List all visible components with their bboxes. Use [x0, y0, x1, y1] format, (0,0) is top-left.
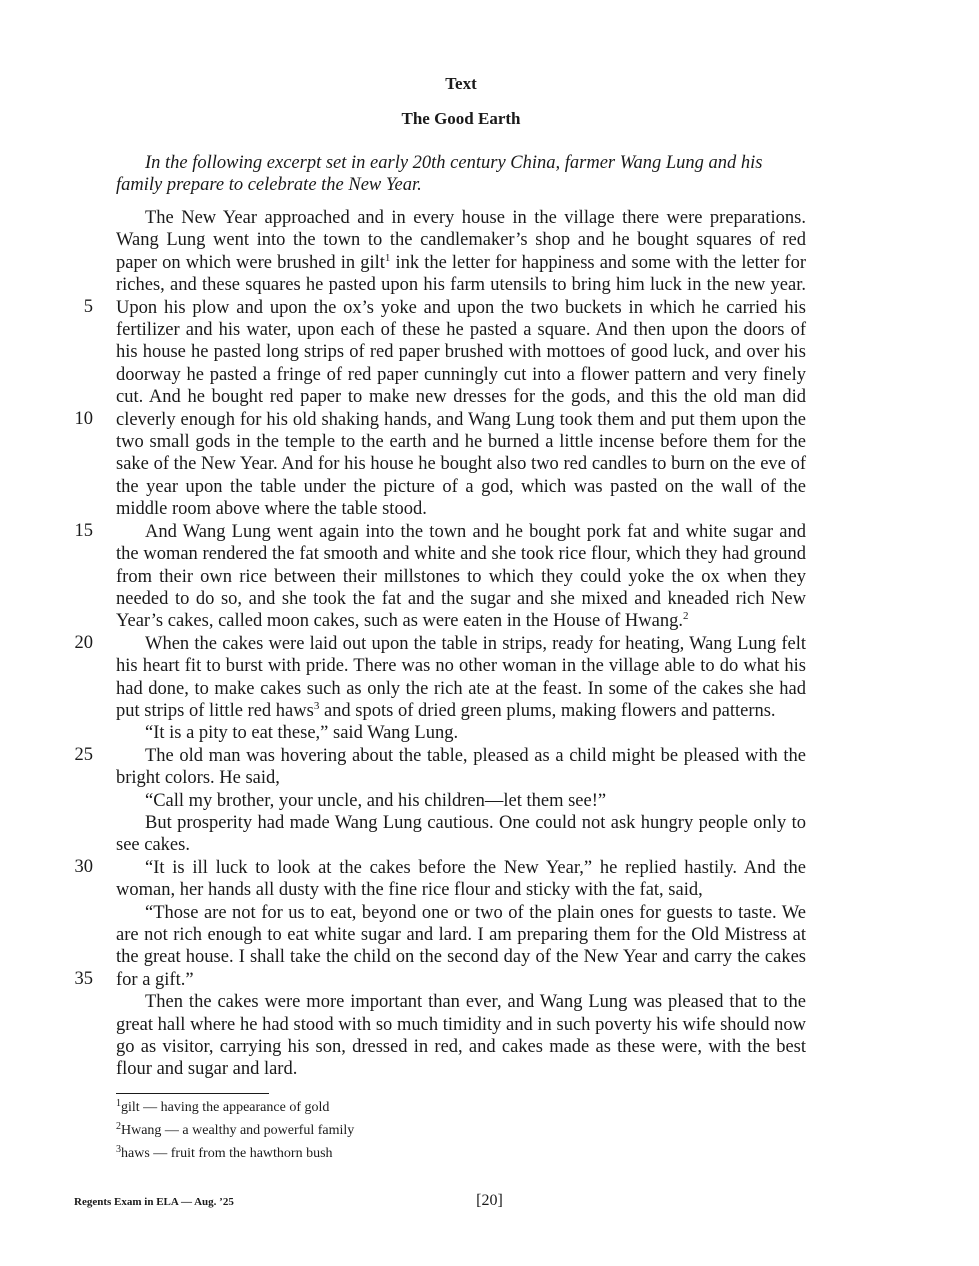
line-number: 35	[74, 969, 93, 989]
exam-footer: Regents Exam in ELA — Aug. ’25	[74, 1196, 234, 1208]
passage-title: The Good Earth	[401, 109, 521, 128]
footnote-ref: 2	[682, 610, 689, 623]
line-number: 30	[74, 857, 93, 877]
line-number: 25	[74, 745, 93, 765]
paragraph: When the cakes were laid out upon the table in strips, ready for heating, Wang Lung felt his heart fit to burst with pride. There was no other woman in the village able to do what his had done, to make cakes such as only the rich ate at the feast. In some of the cakes she had put strips of little red haws$^3$ and spots of dried green plums, making flowers and patterns.	[116, 633, 806, 721]
footnote-divider	[116, 1093, 269, 1094]
footnote-ref: 3	[313, 699, 320, 712]
footnote: $^3$haws — fruit from the hawthorn bush	[116, 1144, 333, 1161]
paragraph: “Call my brother, your uncle, and his children—let them see!”	[145, 790, 607, 811]
line-number: 10	[74, 409, 93, 429]
paragraph: “It is ill luck to look at the cakes before the New Year,” he replied hastily. And the woman, her hands all dusty with the fine rice flour and sticky with the fat, said,	[116, 857, 806, 901]
paragraph: Then the cakes were more important than ever, and Wang Lung was pleased that to the great hall where he had stood with so much timidity and in such poverty his wife should now go as visitor, carrying his son, dressed in red, and cakes made as these were, with the best flour and sugar and lard.	[116, 992, 806, 1080]
footnote: $^1$gilt — having the appearance of gold	[116, 1098, 330, 1115]
footnote: $^2$Hwang — a wealthy and powerful family	[116, 1121, 355, 1138]
page-number: [20]	[476, 1192, 503, 1209]
line-number: 5	[83, 297, 93, 317]
paragraph: “Those are not for us to eat, beyond one or two of the plain ones for guests to taste. We are not rich enough to eat white sugar and lard. I am preparing them for the Old Mistress at the great house. I shall take the child on the second day of the New Year and carry the cakes for a gift.”	[116, 902, 806, 990]
intro-text: In the following excerpt set in early 20th century China, farmer Wang Lung and his family prepare to celebrate the New Year.	[116, 153, 763, 196]
paragraph: And Wang Lung went again into the town and he bought pork fat and white sugar and the woman rendered the fat smooth and white and she took rice flour, which they had ground from their own rice between their millstones to which they could yoke the ox when they needed to do so, and she took the fat and the sugar and she mixed and kneaded rich New Year’s cakes, called moon cakes, such as were eaten in the House of Hwang.$^2$	[116, 521, 806, 632]
paragraph: But prosperity had made Wang Lung cautious. One could not ask hungry people only to see cakes.	[116, 812, 806, 856]
footnote-ref: 1	[384, 251, 391, 264]
line-number: 15	[74, 521, 93, 541]
paragraph: The New Year approached and in every house in the village there were preparations. Wang Lung went into the town to the candlemaker’s shop and he bought squares of red paper on which were brushed in gilt$^1$ ink the letter for happiness and some with the letter for riches, and these squares he pasted upon his farm utensils to bring him luck in the new year. Upon his plow and upon the ox’s yoke and upon the two buckets in which he carried his fertilizer and his water, upon each of these he pasted a square. And then upon the doors of his house he pasted long strips of red paper brushed with mottoes of good luck, and over his doorway he pasted a fringe of red paper cunningly cut into a flower pattern and very finely cut. And he bought red paper to make new dresses for the gods, and this the old man did cleverly enough for his old shaking hands, and Wang Lung took them and put them upon the two small gods in the temple to the earth and he burned a little incense before them for the sake of the New Year. And for his house he bought also two red candles to burn on the eve of the year upon the table under the picture of a god, which was pasted on the wall of the middle room above where the table stood.	[116, 208, 806, 520]
line-number: 20	[74, 633, 93, 653]
paragraph: “It is a pity to eat these,” said Wang Lung.	[145, 723, 459, 744]
passage-body	[116, 207, 806, 1081]
paragraph: The old man was hovering about the table, pleased as a child might be pleased with the bright colors. He said,	[116, 745, 806, 789]
section-heading: Text	[445, 74, 477, 93]
